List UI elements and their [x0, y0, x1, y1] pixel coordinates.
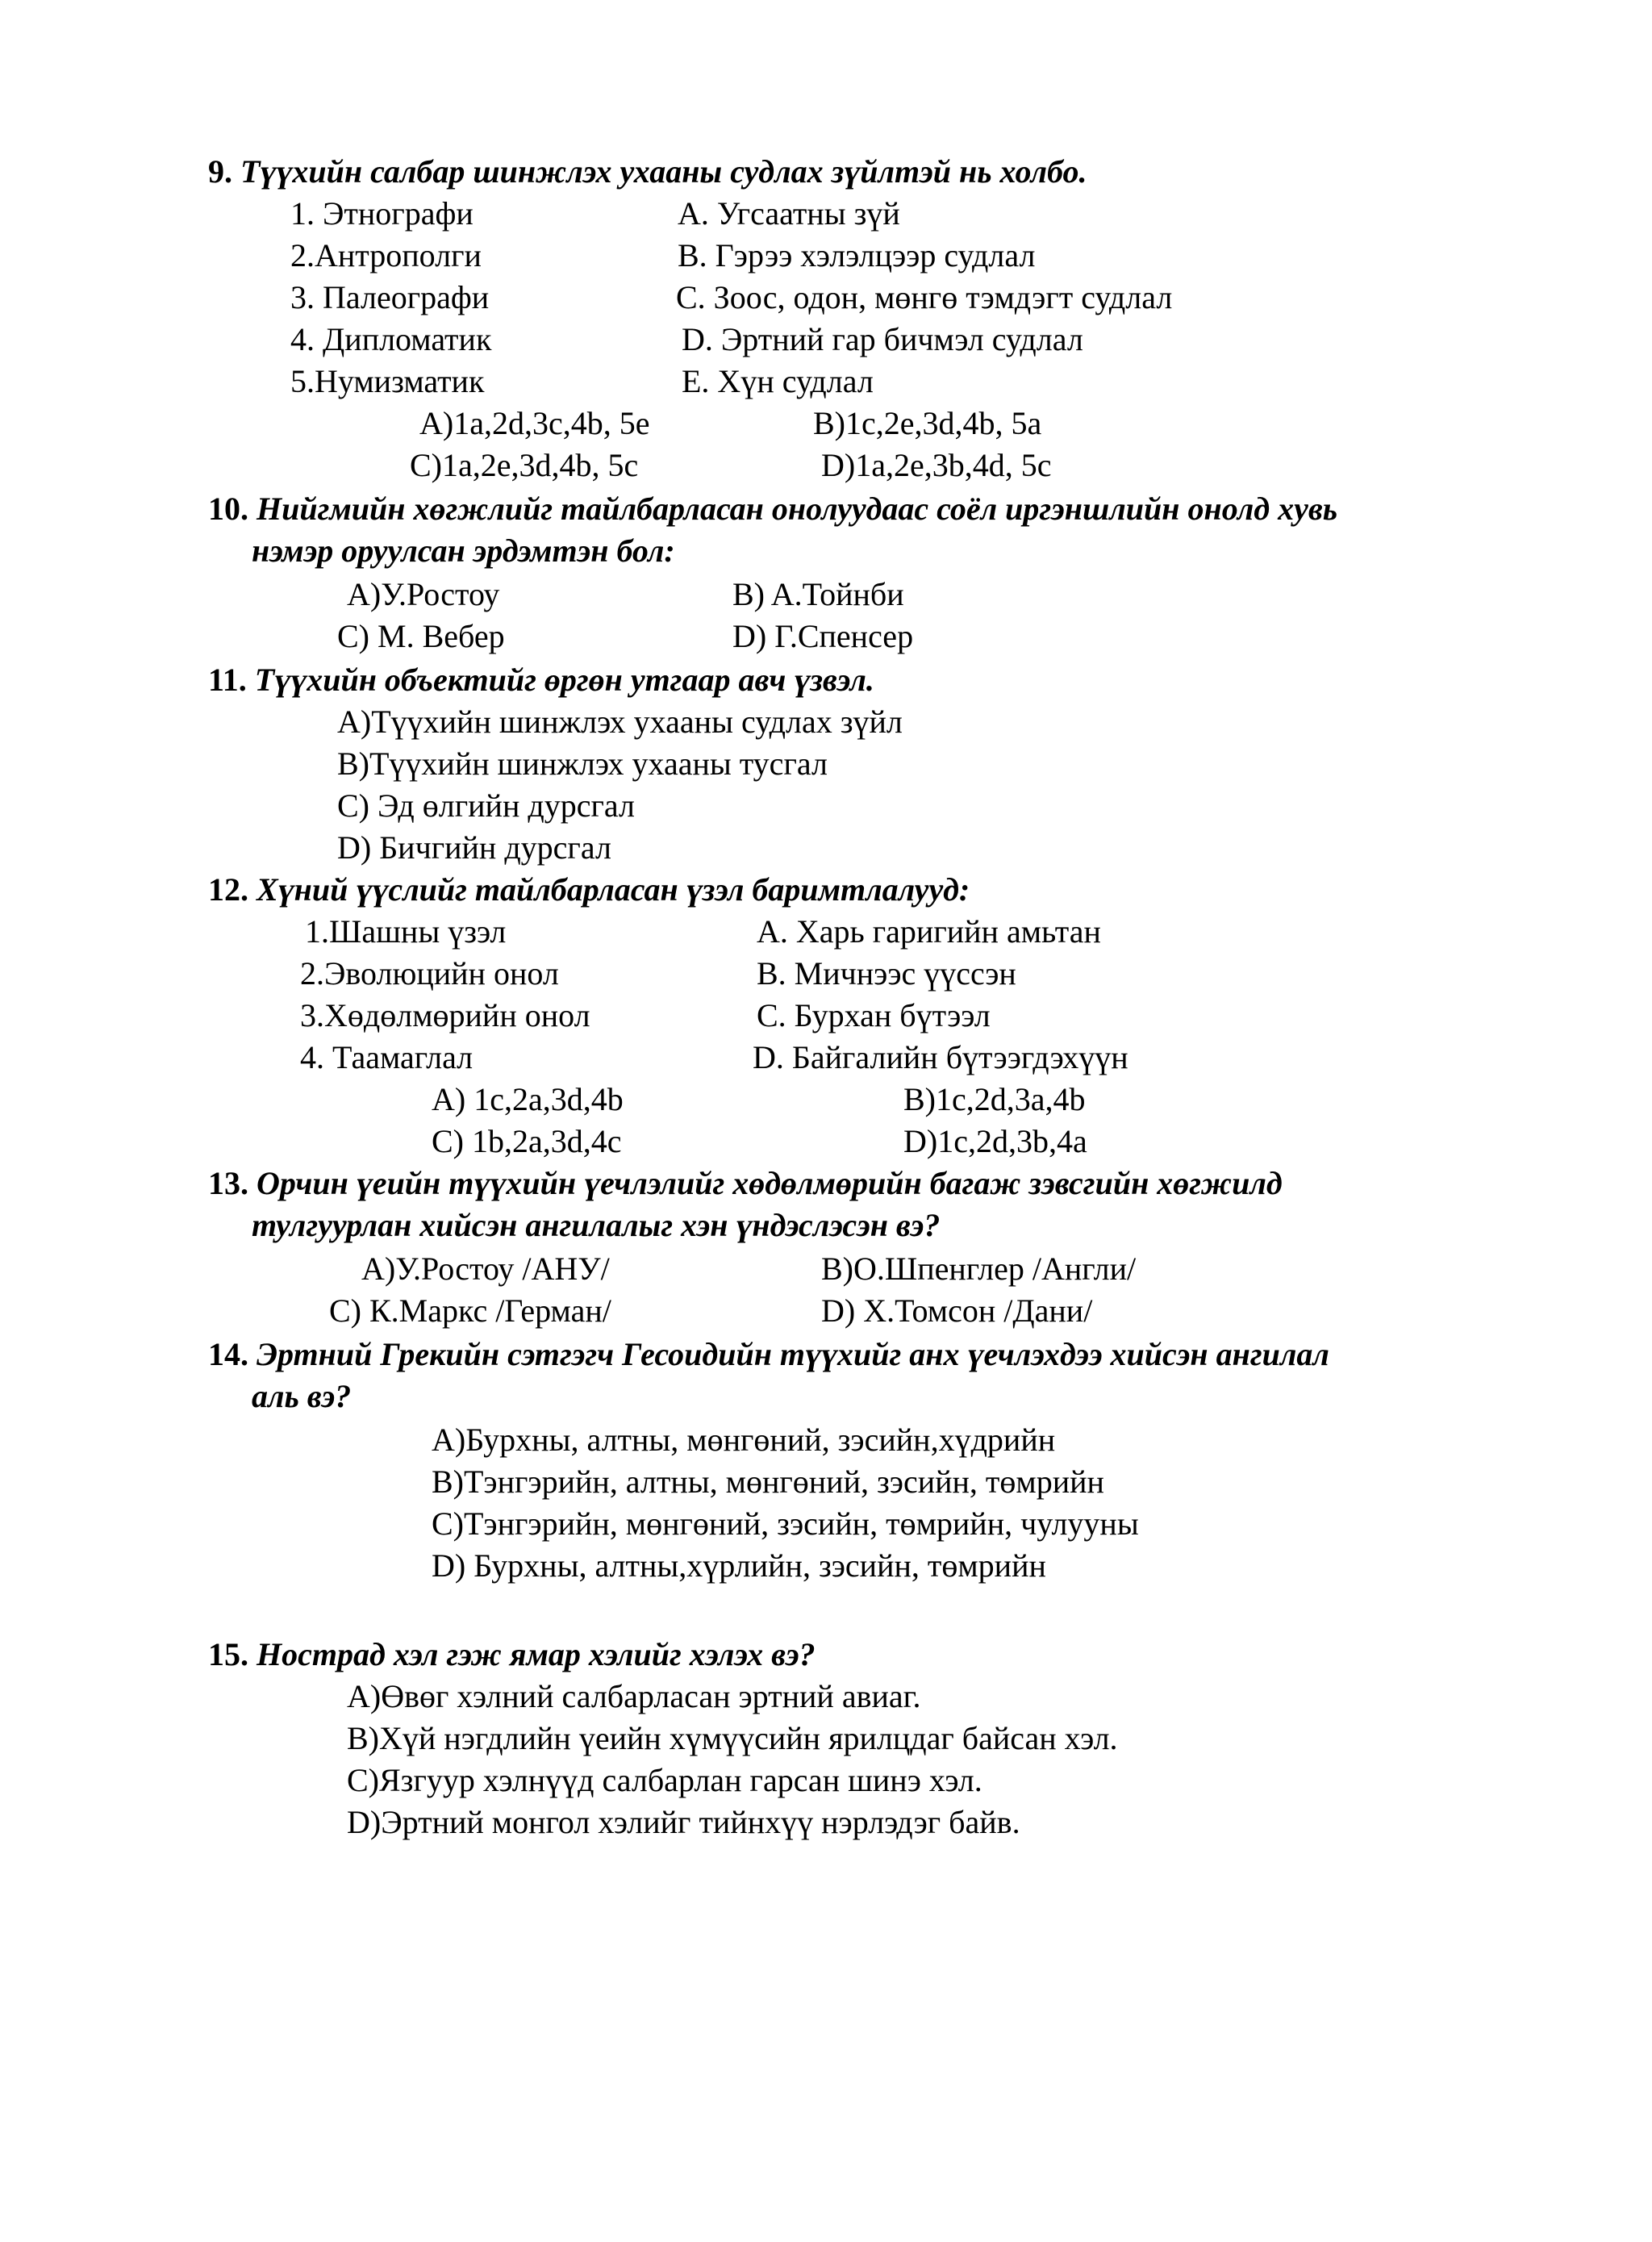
- match-right-item: B. Мичнээс үүссэн: [757, 955, 1016, 992]
- question-number: 14.: [208, 1336, 248, 1372]
- answer-option-c[interactable]: C) Эд өлгийн дурсгал: [337, 787, 635, 824]
- match-left-item: 5.Нумизматик: [290, 363, 485, 399]
- question-11-heading: [208, 659, 874, 701]
- answer-option-d[interactable]: D) Х.Томсон /Дани/: [821, 1292, 1093, 1329]
- question-number: 15.: [208, 1636, 248, 1672]
- answer-option-d[interactable]: D)1c,2d,3b,4a: [903, 1123, 1087, 1159]
- answer-option-b[interactable]: B)Тэнгэрийн, алтны, мөнгөний, зэсийн, төмрийн: [432, 1463, 1104, 1500]
- answer-option-d[interactable]: D) Бурхны, алтны,хүрлийн, зэсийн, төмрийн: [432, 1547, 1046, 1584]
- question-title: Орчин үеийн түүхийн үечлэлийг хөдөлмөрийн багаж зэвсгийн хөгжилд: [257, 1165, 1283, 1201]
- question-title: Нийгмийн хөгжлийг тайлбарласан онолуудаас соёл иргэншлийн онолд хувь: [257, 491, 1337, 527]
- match-right-item: A. Угсаатны зүй: [678, 195, 900, 232]
- match-right-item: E. Хүн судлал: [682, 363, 874, 399]
- answer-option-b[interactable]: B)Түүхийн шинжлэх ухааны тусгал: [337, 745, 828, 782]
- question-number: 12.: [208, 871, 248, 908]
- question-title: Нострад хэл гэж ямар хэлийг хэлэх вэ?: [257, 1636, 816, 1672]
- question-15-heading: [208, 1634, 816, 1676]
- match-left-item: 1.Шашны үзэл: [305, 913, 507, 950]
- question-title: Хүний үүслийг тайлбарласан үзэл баримтлалууд:: [257, 871, 970, 908]
- answer-option-d[interactable]: D) Бичгийн дурсгал: [337, 829, 611, 866]
- answer-option-b[interactable]: B)О.Шпенглер /Англи/: [821, 1250, 1137, 1287]
- question-title: Эртний Грекийн сэтгэгч Гесоидийн түүхийг анх үечлэхдээ хийсэн ангилал: [257, 1336, 1329, 1372]
- match-left-item: 4. Дипломатик: [290, 321, 492, 357]
- match-left-item: 4. Таамаглал: [300, 1039, 473, 1075]
- answer-option-a[interactable]: A)У.Ростоу /АНУ/: [361, 1250, 610, 1287]
- question-12-heading: [208, 869, 970, 911]
- question-number: 11.: [208, 662, 247, 698]
- answer-option-b[interactable]: B) A.Тойнби: [732, 576, 904, 612]
- answer-option-a[interactable]: A)У.Ростоу: [347, 576, 500, 612]
- answer-option-b[interactable]: B)1c,2e,3d,4b, 5a: [813, 405, 1042, 441]
- question-title: Түүхийн объектийг өргөн утгаар авч үзвэл.: [254, 662, 874, 698]
- answer-option-d[interactable]: D) Г.Спенсер: [732, 618, 914, 654]
- question-14-heading: [208, 1334, 1329, 1376]
- match-right-item: D. Эртний гар бичмэл судлал: [682, 321, 1083, 357]
- match-right-item: C. Зоос, одон, мөнгө тэмдэгт судлал: [676, 279, 1173, 315]
- answer-option-a[interactable]: A) 1c,2a,3d,4b: [432, 1081, 624, 1117]
- answer-option-c[interactable]: C) M. Вебер: [337, 618, 505, 654]
- answer-option-d[interactable]: D)1a,2e,3b,4d, 5c: [821, 447, 1052, 483]
- question-number: 9.: [208, 153, 232, 190]
- answer-option-c[interactable]: C)Тэнгэрийн, мөнгөний, зэсийн, төмрийн, чулууны: [432, 1505, 1139, 1542]
- answer-option-b[interactable]: B)Хүй нэгдлийн үеийн хүмүүсийн ярилцдаг байсан хэл.: [347, 1720, 1118, 1756]
- match-left-item: 3. Палеографи: [290, 279, 490, 315]
- answer-option-a[interactable]: A)1a,2d,3c,4b, 5e: [419, 405, 650, 441]
- match-left-item: 2.Эволюцийн онол: [300, 955, 559, 992]
- question-number: 10.: [208, 491, 248, 527]
- match-right-item: A. Харь гаригийн амьтан: [757, 913, 1101, 950]
- answer-option-c[interactable]: C) К.Маркс /Герман/: [329, 1292, 611, 1329]
- answer-option-a[interactable]: A)Өвөг хэлний салбарласан эртний авиаг.: [347, 1678, 921, 1714]
- question-9-heading: [208, 151, 1087, 193]
- question-title-continued: тулгуурлан хийсэн ангилалыг хэн үндэслэсэн вэ?: [252, 1207, 941, 1243]
- answer-option-c[interactable]: C)Язгуур хэлнүүд салбарлан гарсан шинэ хэл.: [347, 1762, 982, 1798]
- match-right-item: D. Байгалийн бүтээгдэхүүн: [753, 1039, 1128, 1075]
- answer-option-c[interactable]: C) 1b,2a,3d,4c: [432, 1123, 622, 1159]
- question-title: Түүхийн салбар шинжлэх ухааны судлах зүйлтэй нь холбо.: [240, 153, 1087, 190]
- match-right-item: B. Гэрээ хэлэлцээр судлал: [678, 237, 1036, 273]
- answer-option-b[interactable]: B)1c,2d,3a,4b: [903, 1081, 1086, 1117]
- question-10-heading: [208, 488, 1337, 530]
- match-left-item: 1. Этнографи: [290, 195, 473, 232]
- match-left-item: 3.Хөдөлмөрийн онол: [300, 997, 590, 1033]
- answer-option-a[interactable]: A)Бурхны, алтны, мөнгөний, зэсийн,хүдрийн: [432, 1422, 1056, 1458]
- question-number: 13.: [208, 1165, 248, 1201]
- answer-option-a[interactable]: A)Түүхийн шинжлэх ухааны судлах зүйл: [337, 703, 903, 740]
- question-13-heading: [208, 1163, 1283, 1205]
- answer-option-d[interactable]: D)Эртний монгол хэлийг тийнхүү нэрлэдэг байв.: [347, 1804, 1020, 1840]
- answer-option-c[interactable]: C)1a,2e,3d,4b, 5c: [410, 447, 639, 483]
- match-left-item: 2.Антрополги: [290, 237, 482, 273]
- question-title-continued: аль вэ?: [252, 1378, 352, 1414]
- match-right-item: C. Бурхан бүтээл: [757, 997, 991, 1033]
- question-title-continued: нэмэр оруулсан эрдэмтэн бол:: [252, 532, 675, 569]
